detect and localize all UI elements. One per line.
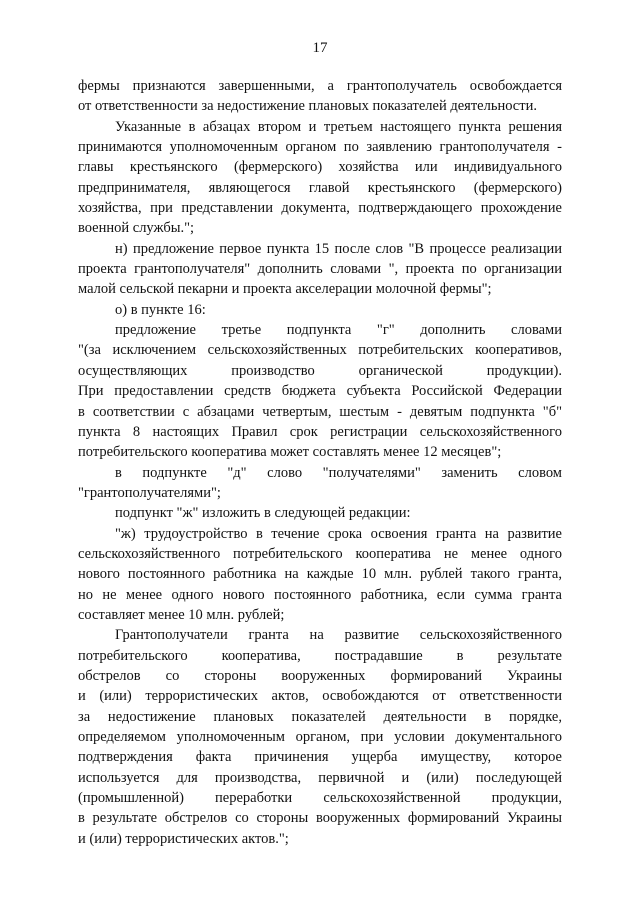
text-line: фермы признаются завершенными, а грантополучатель освобождается <box>78 78 562 94</box>
text-line: Указанные в абзацах втором и третьем настоящего пункта решения <box>115 118 562 135</box>
text-line: осуществляющих производство органической продукции). <box>78 362 562 379</box>
text-line: подпункт "ж" изложить в следующей редакции: <box>115 505 411 522</box>
text-line: хозяйства, при представлении документа, подтверждающего прохождение <box>78 200 562 217</box>
text-line: военной службы."; <box>78 220 195 237</box>
text-line: н) предложение первое пункта 15 после слов "В процессе реализации <box>115 240 562 257</box>
text-line: потребительского кооператива, пострадавшие в результате <box>78 647 562 664</box>
text-line: но не менее одного нового постоянного работника, если сумма гранта <box>78 586 562 603</box>
text-line: нового постоянного работника на каждые 10 млн. рублей такого гранта, <box>78 566 562 583</box>
text-line: обстрелов со стороны вооруженных формирований Украины <box>78 667 562 684</box>
text-line: составляет менее 10 млн. рублей; <box>78 606 285 623</box>
text-line: подтверждения факта причинения ущерба имуществу, которое <box>78 749 562 766</box>
text-line: и (или) террористических актов."; <box>78 830 289 847</box>
text-line: "(за исключением сельскохозяйственных потребительских кооперативов, <box>78 342 562 359</box>
text-line: потребительского кооператива может составлять менее 12 месяцев"; <box>78 444 502 461</box>
text-line: за недостижение плановых показателей деятельности в порядке, <box>78 708 562 725</box>
text-line: "ж) трудоустройство в течение срока освоения гранта на развитие <box>115 525 562 542</box>
text-line: главы крестьянского (фермерского) хозяйства или индивидуального <box>78 159 562 176</box>
text-line: "грантополучателями"; <box>78 484 221 501</box>
text-line: пункта 8 настоящих Правил срок регистрации сельскохозяйственного <box>78 423 562 440</box>
text-line: о) в пункте 16: <box>115 301 206 318</box>
text-line: в соответствии с абзацами четвертым, шестым - девятым подпункта "б" <box>78 403 562 420</box>
text-line: определяемом уполномоченным органом, при условии документального <box>78 729 562 745</box>
text-line: Грантополучатели гранта на развитие сельскохозяйственного <box>115 627 562 644</box>
text-line: используется для производства, первичной и (или) последующей <box>78 769 562 786</box>
text-line: сельскохозяйственного потребительского кооператива не менее одного <box>78 545 562 562</box>
text-line: При предоставлении средств бюджета субъекта Российской Федерации <box>78 383 562 400</box>
text-line: проекта грантополучателя" дополнить словами ", проекта по организации <box>78 261 562 278</box>
page-number: 17 <box>312 40 328 56</box>
document-body <box>78 76 562 849</box>
text-line: принимаются уполномоченным органом по заявлению грантополучателя - <box>78 139 562 156</box>
text-line: и (или) террористических актов, освобождаются от ответственности <box>78 688 562 705</box>
text-line: предложение третье подпункта "г" дополнить словами <box>115 322 562 339</box>
text-line: от ответственности за недостижение плановых показателей деятельности. <box>78 98 537 115</box>
text-line: (промышленной) переработки сельскохозяйственной продукции, <box>78 790 562 807</box>
text-line: в результате обстрелов со стороны вооруженных формирований Украины <box>78 810 562 827</box>
text-line: предпринимателя, являющегося главой крестьянского (фермерского) <box>78 179 562 196</box>
text-line: в подпункте "д" слово "получателями" заменить словом <box>115 464 562 481</box>
text-line: малой сельской пекарни и проекта акселерации молочной фермы"; <box>78 281 492 298</box>
